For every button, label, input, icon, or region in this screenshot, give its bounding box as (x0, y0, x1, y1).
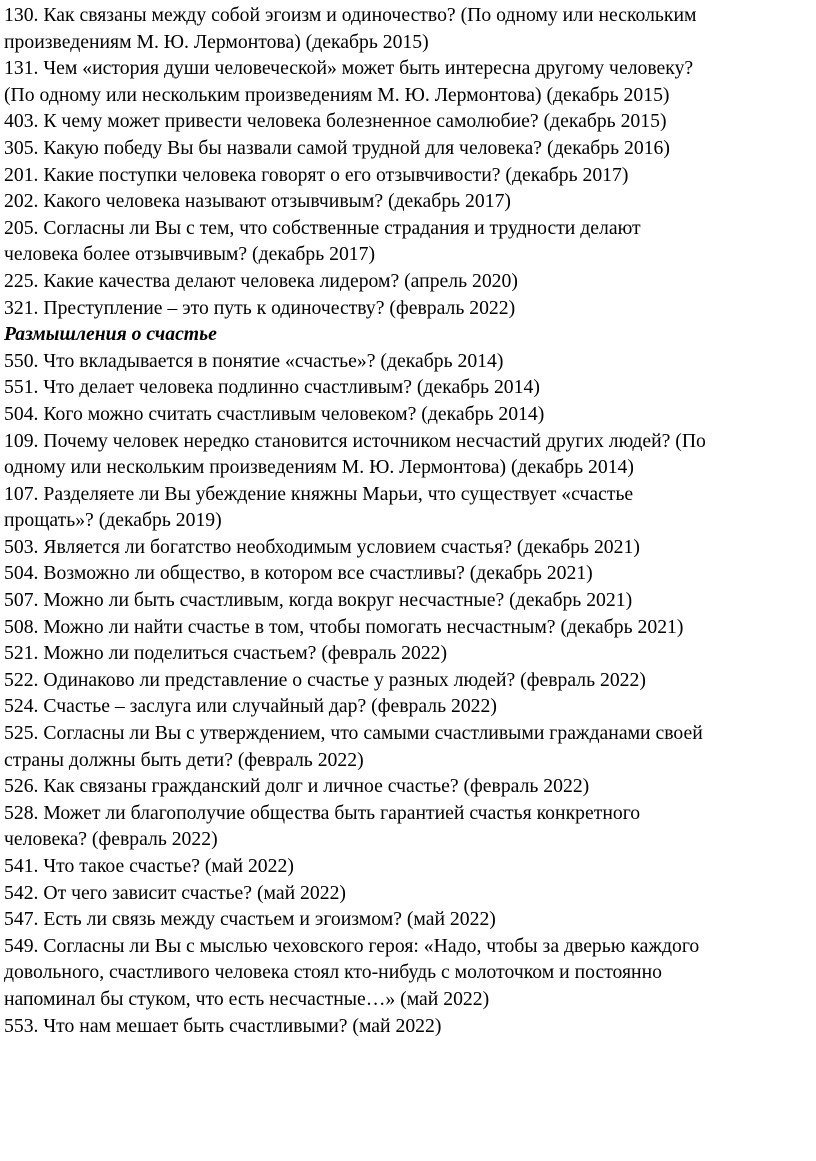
text-line: 508. Можно ли найти счастье в том, чтобы помогать несчастным? (декабрь 2021) (4, 615, 684, 638)
text-line: 528. Может ли благополучие общества быть гарантией счастья конкретного (4, 801, 641, 824)
text-line: 525. Согласны ли Вы с утверждением, что самыми счастливыми гражданами своей (4, 722, 703, 745)
text-line: 521. Можно ли поделиться счастьем? (февраль 2022) (4, 642, 448, 665)
text-line: 541. Что такое счастье? (май 2022) (4, 855, 294, 877)
text-line: 504. Возможно ли общество, в котором все счастливы? (декабрь 2021) (4, 562, 593, 585)
text-line: 130. Как связаны между собой эгоизм и одиночество? (По одному или нескольким (4, 4, 697, 26)
text-line: человека более отзывчивым? (декабрь 2017) (4, 243, 376, 266)
text-line: 542. От чего зависит счастье? (май 2022) (4, 881, 346, 904)
text-line: напоминал бы стуком, что есть несчастные…» (май 2022) (4, 987, 490, 1010)
text-line: одному или нескольким произведениям М. Ю. Лермонтова) (декабрь 2014) (4, 456, 634, 479)
section-heading: Размышления о счастье (4, 323, 217, 346)
text-line: 201. Какие поступки человека говорят о его отзывчивости? (декабрь 2017) (4, 163, 629, 186)
text-line: 131. Чем «история души человеческой» может быть интересна другому человеку? (4, 57, 694, 80)
text-line: довольного, счастливого человека стоял кто-нибудь с молоточком и постоянно (4, 961, 662, 984)
text-line: 503. Является ли богатство необходимым условием счастья? (декабрь 2021) (4, 535, 640, 558)
text-line: 547. Есть ли связь между счастьем и эгоизмом? (май 2022) (4, 908, 496, 931)
text-line: прощать»? (декабрь 2019) (4, 509, 222, 532)
text-line: 524. Счастье – заслуга или случайный дар? (февраль 2022) (4, 695, 497, 718)
text-line: (По одному или нескольким произведениям М. Ю. Лермонтова) (декабрь 2015) (4, 83, 670, 106)
text-line: 107. Разделяете ли Вы убеждение княжны Марьи, что существует «счастье (4, 482, 634, 505)
text-line: страны должны быть дети? (февраль 2022) (4, 748, 364, 771)
text-line: 205. Согласны ли Вы с тем, что собственные страдания и трудности делают (4, 216, 641, 239)
text-line: 550. Что вкладывается в понятие «счастье»? (декабрь 2014) (4, 349, 504, 372)
text-line: 305. Какую победу Вы бы назвали самой трудной для человека? (декабрь 2016) (4, 136, 670, 159)
text-line: 549. Согласны ли Вы с мыслью чеховского героя: «Надо, чтобы за дверью каждого (4, 934, 700, 957)
text-line: человека? (февраль 2022) (4, 828, 218, 851)
text-line: 109. Почему человек нередко становится источником несчастий других людей? (По (4, 429, 706, 452)
text-line: 526. Как связаны гражданский долг и личное счастье? (февраль 2022) (4, 775, 590, 798)
text-line: 553. Что нам мешает быть счастливыми? (май 2022) (4, 1014, 442, 1037)
text-line: 225. Какие качества делают человека лидером? (апрель 2020) (4, 269, 518, 292)
text-line: 403. К чему может привести человека болезненное самолюбие? (декабрь 2015) (4, 110, 667, 133)
text-line: 551. Что делает человека подлинно счастливым? (декабрь 2014) (4, 376, 540, 399)
text-line: произведениям М. Ю. Лермонтова) (декабрь 2015) (4, 30, 429, 53)
text-line: 202. Какого человека называют отзывчивым? (декабрь 2017) (4, 190, 511, 213)
text-line: 522. Одинаково ли представление о счастье у разных людей? (февраль 2022) (4, 668, 646, 691)
text-line: 504. Кого можно считать счастливым человеком? (декабрь 2014) (4, 402, 545, 425)
text-line: 321. Преступление – это путь к одиночеству? (февраль 2022) (4, 296, 516, 319)
text-line: 507. Можно ли быть счастливым, когда вокруг несчастные? (декабрь 2021) (4, 589, 633, 612)
